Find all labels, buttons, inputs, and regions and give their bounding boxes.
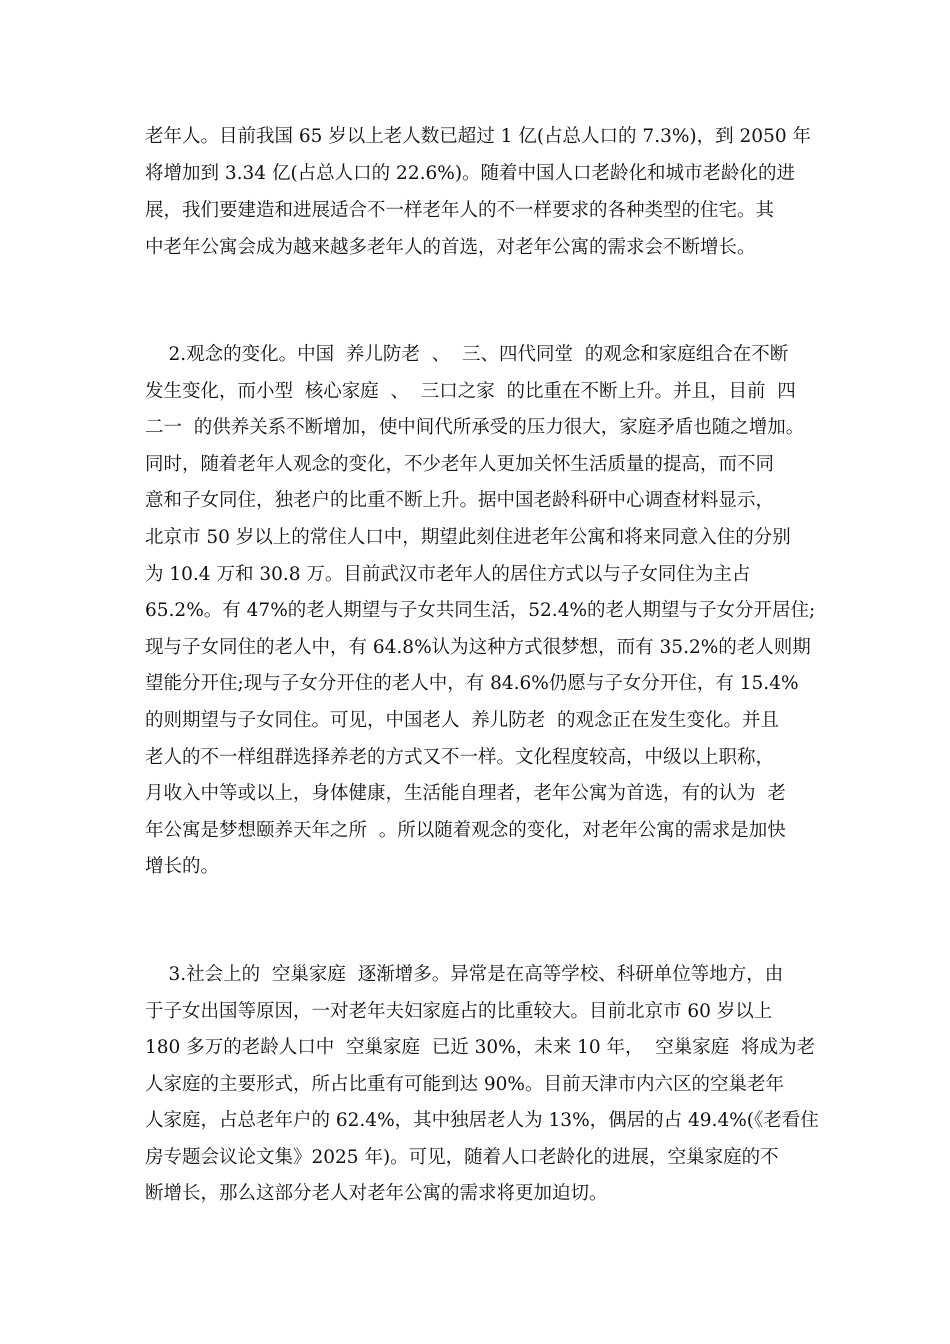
text-line: 展，我们要建造和进展适合不一样老年人的不一样要求的各种类型的住宅。其 xyxy=(145,200,775,221)
text-line: 65.2%。有 47%的老人期望与子女共同生活，52.4%的老人期望与子女分开居住; xyxy=(145,600,816,621)
text-line: 中老年公寓会成为越来越多老年人的首选，对老年公寓的需求会不断增长。 xyxy=(145,237,756,258)
text-line: 的则期望与子女同住。可见，中国老人 养儿防老 的观念正在发生变化。并且 xyxy=(145,710,780,731)
text-line: 意和子女同住，独老户的比重不断上升。据中国老龄科研中心调查材料显示， xyxy=(145,490,775,511)
text-line: 人家庭的主要形式，所占比重有可能到达 90%。目前天津市内六区的空巢老年 xyxy=(145,1074,785,1095)
text-line: 180 多万的老龄人口中 空巢家庭 已近 30%，未来 10 年， 空巢家庭 将成为老 xyxy=(145,1037,816,1058)
text-line: 将增加到 3.34 亿(占总人口的 22.6%)。随着中国人口老龄化和城市老龄化的进 xyxy=(145,163,796,184)
text-line: 老年人。目前我国 65 岁以上老人数已超过 1 亿(占总人口的 7.3%)，到 2050 年 xyxy=(145,126,811,147)
text-line: 老人的不一样组群选择养老的方式又不一样。文化程度较高，中级以上职称， xyxy=(145,747,775,768)
text-line: 二一 的供养关系不断增加，使中间代所承受的压力很大，家庭矛盾也随之增加。 xyxy=(145,417,805,438)
text-line: 现与子女同住的老人中，有 64.8%认为这种方式很梦想，而有 35.2%的老人则期 xyxy=(145,637,811,658)
text-line: 为 10.4 万和 30.8 万。目前武汉市老年人的居住方式以与子女同住为主占 xyxy=(145,564,751,585)
text-line: 增长的。 xyxy=(145,856,220,877)
text-line: 断增长，那么这部分老人对老年公寓的需求将更加迫切。 xyxy=(145,1183,608,1204)
text-line: 3.社会上的 空巢家庭 逐渐增多。异常是在高等学校、科研单位等地方，由 xyxy=(145,964,784,985)
text-line: 人家庭，占总老年户的 62.4%，其中独居老人为 13%，偶居的占 49.4%(《老看住 xyxy=(145,1110,819,1131)
text-line: 同时，随着老年人观念的变化，不少老年人更加关怀生活质量的提高，而不同 xyxy=(145,454,775,475)
text-line: 于子女出国等原因，一对老年夫妇家庭占的比重较大。目前北京市 60 岁以上 xyxy=(145,1001,773,1022)
text-line: 2.观念的变化。中国 养儿防老 、 三、四代同堂 的观念和家庭组合在不断 xyxy=(145,344,789,365)
text-line: 年公寓是梦想颐养天年之所 。所以随着观念的变化，对老年公寓的需求是加快 xyxy=(145,820,786,841)
text-line: 月收入中等或以上，身体健康，生活能自理者，老年公寓为首选，有的认为 老 xyxy=(145,783,786,804)
text-line: 发生变化，而小型 核心家庭 、 三口之家 的比重在不断上升。并且，目前 四 xyxy=(145,381,796,402)
text-line: 房专题会议论文集》2025 年)。可见，随着人口老龄化的进展，空巢家庭的不 xyxy=(145,1147,779,1168)
text-line: 北京市 50 岁以上的常住人口中，期望此刻住进老年公寓和将来同意入住的分别 xyxy=(145,527,791,548)
text-line: 望能分开住;现与子女分开住的老人中，有 84.6%仍愿与子女分开住，有 15.4% xyxy=(145,673,799,694)
